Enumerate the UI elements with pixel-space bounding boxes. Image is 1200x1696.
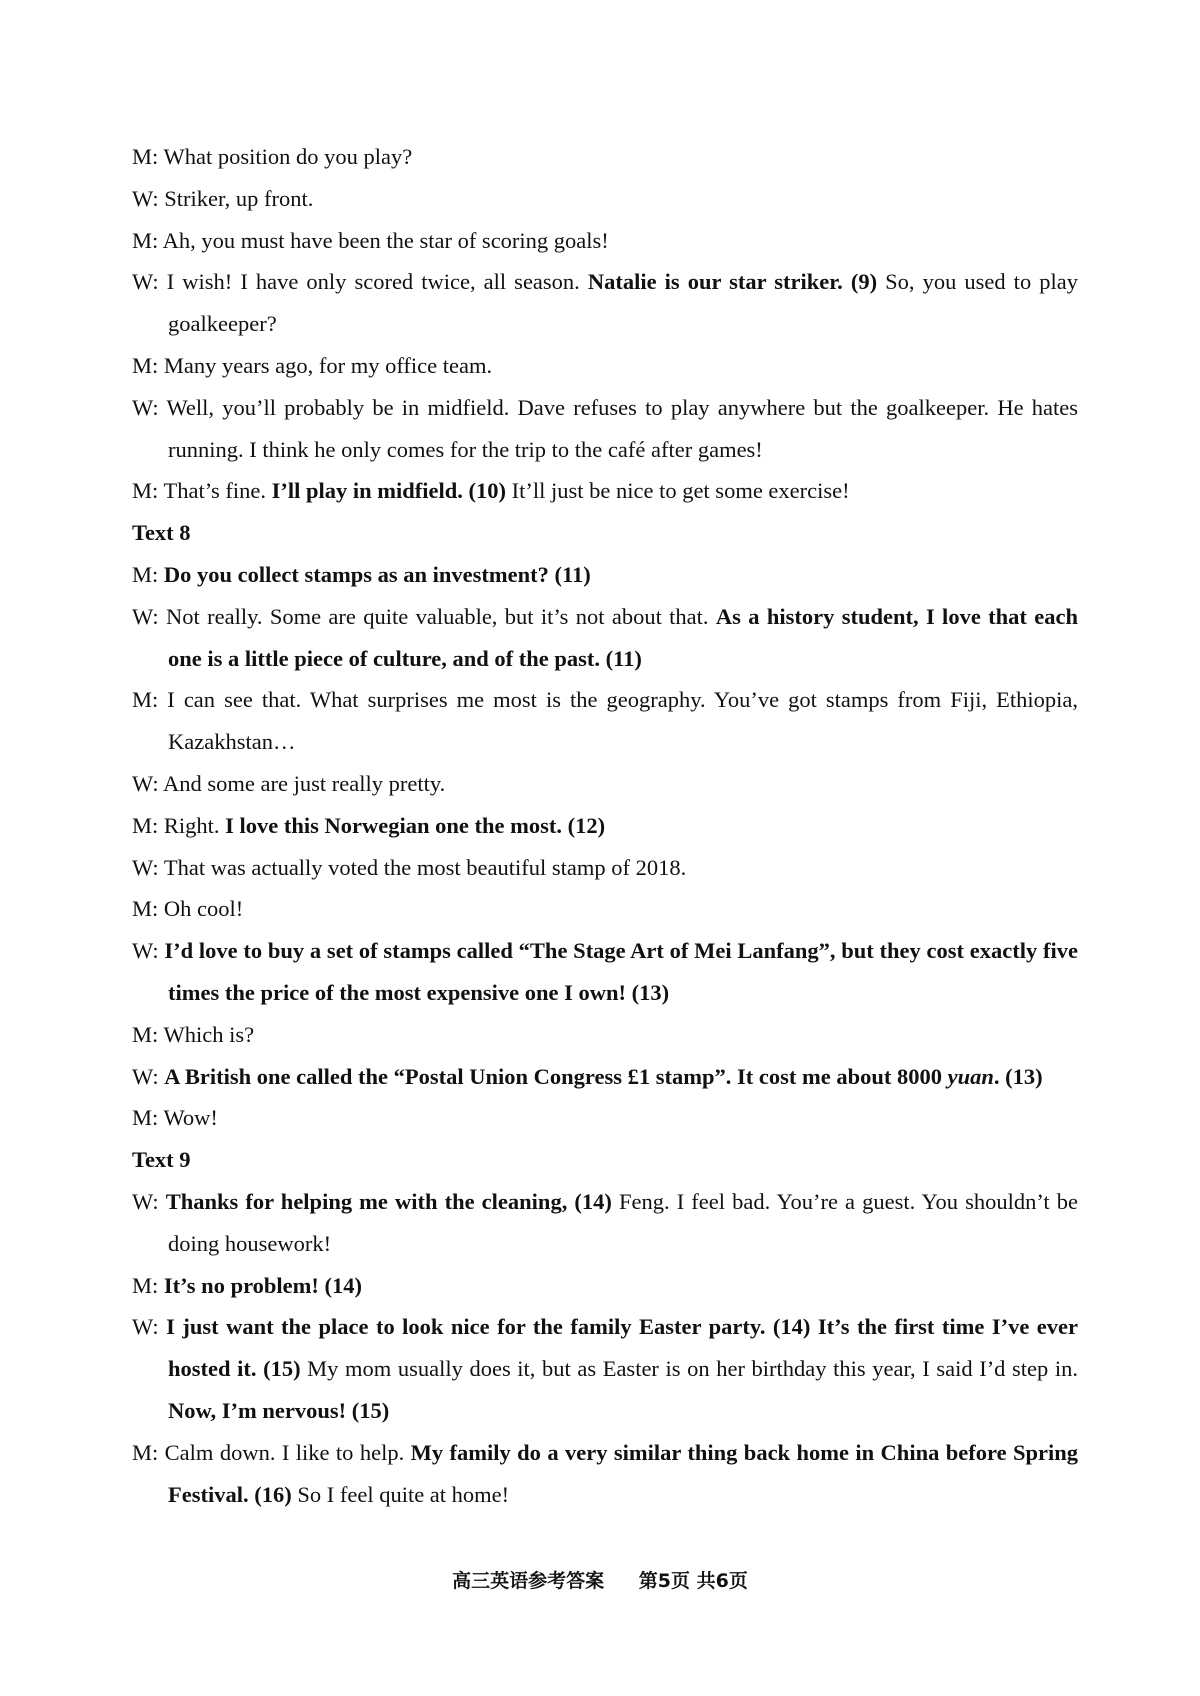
dialogue-line: [132, 1014, 1078, 1056]
text-segment: M: Many years ago, for my office team.: [132, 352, 493, 378]
bold-answer-text: I love this Norwegian one the most. (12): [225, 812, 606, 838]
dialogue-line: [132, 763, 1078, 805]
text-segment: My mom usually does it, but as Easter is on her birthday this year, I said I’d step in.: [300, 1356, 1078, 1382]
text-segment: M:: [132, 561, 164, 587]
dialogue-line: [132, 1306, 1078, 1431]
text-segment: W: Well, you’ll probably be in midfield. Dave refuses to play anywhere but the goalkeeper. He hates running. I think he only comes for the trip to the café after games!: [132, 394, 1078, 462]
bold-answer-text: Natalie is our star striker. (9): [587, 269, 878, 295]
text-segment: M: What position do you play?: [132, 144, 413, 169]
dialogue-line: [132, 1097, 1078, 1139]
dialogue-line: [132, 596, 1078, 680]
text-segment: W: I wish! I have only scored twice, all season.: [132, 269, 588, 295]
dialogue-line: [132, 1056, 1078, 1098]
dialogue-line: [132, 554, 1078, 596]
text-segment: M:: [132, 1272, 164, 1298]
text-segment: W: Striker, up front.: [132, 185, 314, 211]
footer-page-number: 第5页 共6页: [638, 1570, 748, 1592]
text-segment: W: That was actually voted the most beautiful stamp of 2018.: [132, 854, 687, 880]
dialogue-line: [132, 220, 1078, 262]
text-segment: M: Calm down. I like to help.: [132, 1439, 411, 1465]
dialogue-line: [132, 679, 1078, 763]
text-segment: So, you used to play goalkeeper?: [168, 269, 1078, 337]
text-segment: W:: [132, 1314, 167, 1340]
text-segment: M: Wow!: [132, 1105, 218, 1131]
dialogue-line: [132, 470, 1078, 512]
dialogue-line: [132, 1181, 1078, 1265]
dialogue-line: [132, 387, 1078, 471]
bold-answer-text: Text 8: [132, 520, 191, 546]
dialogue-line: [132, 805, 1078, 847]
text-segment: M: I can see that. What surprises me most is the geography. You’ve got stamps from Fiji, Ethiopia, Kazakhstan…: [132, 687, 1078, 755]
text-segment: It’ll just be nice to get some exercise!: [505, 478, 850, 504]
text-segment: So I feel quite at home!: [291, 1481, 510, 1507]
dialogue-line: [132, 847, 1078, 889]
text-segment: W:: [132, 1188, 166, 1214]
text-segment: Feng. I feel bad. You’re a guest. You shouldn’t be doing housework!: [168, 1188, 1079, 1256]
bold-answer-text: I’d love to buy a set of stamps called “The Stage Art of Mei Lanfang”, but they cost exactly five times the price of the most expensive one I own! (13): [164, 938, 1078, 1005]
dialogue-line: [132, 1432, 1078, 1516]
bold-answer-text: Thanks for helping me with the cleaning, (14): [165, 1188, 612, 1214]
text-segment: W:: [132, 938, 165, 964]
bold-answer-text: yuan: [947, 1063, 994, 1089]
bold-answer-text: My family do a very similar thing back home in China before Spring Festival. (16): [168, 1439, 1078, 1507]
bold-answer-text: It’s no problem! (14): [163, 1272, 363, 1298]
text-segment: W: Not really. Some are quite valuable, but it’s not about that.: [132, 603, 716, 629]
text-segment: M: Which is?: [132, 1021, 255, 1047]
text-segment: M: Ah, you must have been the star of scoring goals!: [132, 227, 609, 253]
dialogue-line: [132, 136, 1078, 178]
bold-answer-text: Text 9: [132, 1147, 191, 1173]
dialogue-line: [132, 345, 1078, 387]
dialogue-line: [132, 888, 1078, 930]
dialogue-line: [132, 930, 1078, 1014]
text-segment: W: And some are just really pretty.: [132, 770, 446, 796]
text-segment: M: Right.: [132, 812, 226, 838]
bold-answer-text: Do you collect stamps as an investment? (11): [163, 561, 591, 587]
section-heading: [132, 1139, 1078, 1181]
section-heading: [132, 512, 1078, 554]
page-footer: [0, 1566, 1200, 1593]
text-segment: M: Oh cool!: [132, 896, 244, 922]
bold-answer-text: . (13): [993, 1063, 1043, 1089]
bold-answer-text: As a history student, I love that each one is a little piece of culture, and of the past. (11): [168, 603, 1078, 671]
footer-title: 高三英语参考答案: [452, 1570, 605, 1592]
bold-answer-text: A British one called the “Postal Union Congress £1 stamp”. It cost me about 8000: [164, 1063, 948, 1089]
bold-answer-text: I’ll play in midfield. (10): [271, 478, 506, 504]
dialogue-line: [132, 1265, 1078, 1307]
bold-answer-text: I just want the place to look nice for the family Easter party. (14) It’s the first time I’ve ever hosted it. (15): [166, 1314, 1078, 1382]
text-segment: W:: [132, 1063, 165, 1089]
text-segment: M: That’s fine.: [132, 478, 272, 504]
document-body: [132, 136, 1078, 1515]
dialogue-line: [132, 178, 1078, 220]
bold-answer-text: Now, I’m nervous! (15): [168, 1397, 390, 1423]
dialogue-line: [132, 261, 1078, 345]
